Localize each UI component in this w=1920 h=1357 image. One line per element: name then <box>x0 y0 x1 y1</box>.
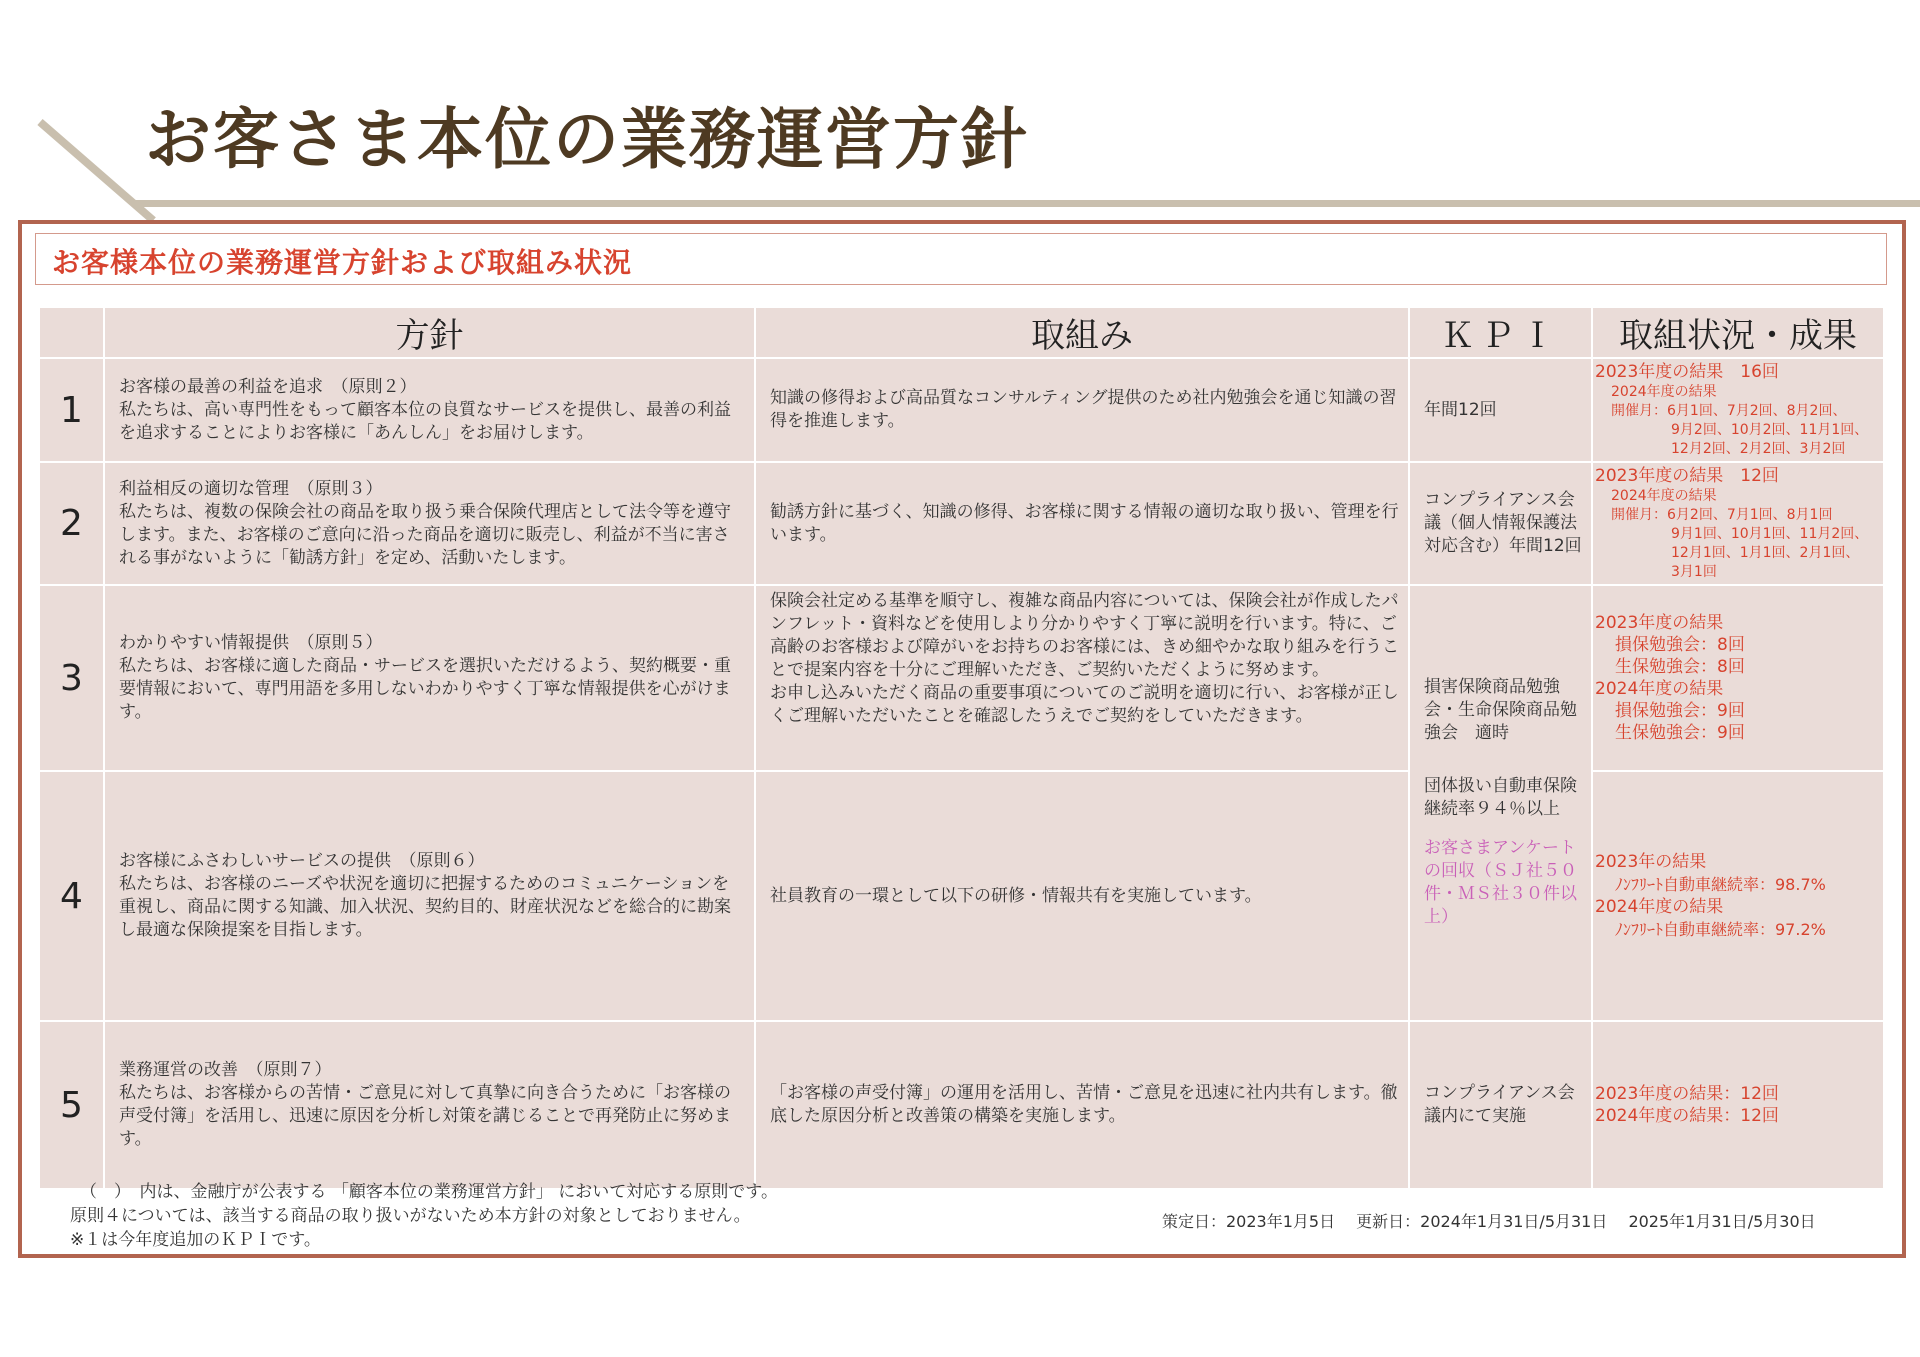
header-initiative: 取組み <box>755 307 1409 358</box>
policy-cell <box>104 771 755 1021</box>
header-policy: 方針 <box>104 307 755 358</box>
kpi-cell: 年間12回 <box>1409 358 1592 462</box>
result-line: 開催月：6月2回、7月1回、8月1回 <box>1611 507 1833 523</box>
kpi-text: 損害保険商品勉強会・生命保険商品勉強会 適時 <box>1424 677 1577 743</box>
policy-body: 私たちは、お客様に適した商品・サービスを選択いただけるよう、契約概要・重要情報において、専門用語を多用しないわかりやすく丁寧な情報提供を心がけます。 <box>119 656 731 722</box>
row-number: 5 <box>39 1021 104 1189</box>
result-line: 2023年度の結果 <box>1595 613 1724 633</box>
result-line: 損保勉強会：9回 <box>1615 701 1745 721</box>
result-line: 9月1回、10月1回、11月2回、 <box>1671 526 1869 542</box>
table-row <box>39 771 1884 1021</box>
row-number: 4 <box>39 771 104 1021</box>
title-decoration-slash <box>37 119 155 223</box>
result-line: ﾉﾝﾌﾘｰﾄ自動車継続率：98.7% <box>1615 875 1826 894</box>
row-number: 3 <box>39 585 104 771</box>
policy-cell <box>104 585 755 771</box>
policy-title: お客様の最善の利益を追求 （原則２） <box>119 376 417 397</box>
initiative-paragraph: 保険会社定める基準を順守し、複雑な商品内容については、保険会社が作成したパンフレット・資料などを使用しより分かりやすく丁寧に説明を行います。特に、ご高齢のお客様および障がいをお持ちのお客様には、きめ細やかな取り組みを行うことで提案内容を十分にご理解いただき、ご契約いただくように努めます。 <box>770 591 1399 680</box>
footnote: ※１は今年度追加のＫＰＩです。 <box>70 1230 321 1250</box>
policy-table <box>38 306 1885 1190</box>
result-cell <box>1592 585 1884 771</box>
result-line: ﾉﾝﾌﾘｰﾄ自動車継続率：97.2% <box>1615 920 1826 939</box>
footnote: 原則４については、該当する商品の取り扱いがないため本方針の対象としておりません。 <box>70 1206 751 1226</box>
row-number: 2 <box>39 462 104 585</box>
subtitle-box <box>35 233 1887 285</box>
result-line: 2023年度の結果 16回 <box>1595 362 1779 382</box>
kpi-text: 団体扱い自動車保険継続率９４％以上 <box>1424 776 1577 819</box>
policy-body: 私たちは、お客様からの苦情・ご意見に対して真摯に向き合うために「お客様の声受付簿」を活用し、迅速に原因を分析し対策を講じることで再発防止に努めます。 <box>119 1083 731 1149</box>
footnotes <box>70 1180 778 1252</box>
result-line: 2024年度の結果 <box>1595 679 1724 699</box>
policy-body: 私たちは、複数の保険会社の商品を取り扱う乗合保険代理店として法令等を遵守します。また、お客様のご意向に沿った商品を適切に販売し、利益が不当に害される事がないように「勧誘方針」を定め、活動いたします。 <box>119 501 731 568</box>
kpi-text-added: お客さまアンケートの回収（ＳＪ社５０件・ＭＳ社３０件以上） <box>1424 838 1577 927</box>
policy-cell <box>104 358 755 462</box>
result-line: 12月2回、2月2回、3月2回 <box>1671 441 1846 457</box>
result-line: 2024年度の結果：12回 <box>1595 1106 1779 1126</box>
initiative-cell: 勧誘方針に基づく、知識の修得、お客様に関する情報の適切な取り扱い、管理を行います。 <box>755 462 1409 585</box>
initiative-cell: 知識の修得および高品質なコンサルティング提供のため社内勉強会を通じ知識の習得を推進します。 <box>755 358 1409 462</box>
result-line: 2024年度の結果 <box>1595 897 1724 917</box>
result-line: 9月2回、10月2回、11月1回、 <box>1671 422 1869 438</box>
result-line: 2024年度の結果 <box>1611 384 1717 400</box>
result-line: 損保勉強会：8回 <box>1615 635 1745 655</box>
kpi-cell <box>1409 771 1592 1021</box>
section-subtitle: お客様本位の業務運営方針および取組み状況 <box>52 246 633 279</box>
kpi-cell: コンプライアンス会議内にて実施 <box>1409 1021 1592 1189</box>
initiative-cell <box>755 585 1409 771</box>
result-line: 2023年度の結果：12回 <box>1595 1084 1779 1104</box>
result-line: 12月1回、1月1回、2月1回、 <box>1671 545 1860 561</box>
row-number: 1 <box>39 358 104 462</box>
policy-title: 業務運営の改善 （原則７） <box>119 1060 332 1080</box>
initiative-cell: 「お客様の声受付簿」の運用を活用し、苦情・ご意見を迅速に社内共有します。徹底した原因分析と改善策の構築を実施します。 <box>755 1021 1409 1189</box>
header-result: 取組状況・成果 <box>1592 307 1884 358</box>
result-line: 開催月：6月1回、7月2回、8月2回、 <box>1611 403 1847 419</box>
table-row <box>39 462 1884 585</box>
result-cell <box>1592 1021 1884 1189</box>
policy-title: お客様にふさわしいサービスの提供 （原則６） <box>119 851 485 871</box>
initiative-cell: 社員教育の一環として以下の研修・情報共有を実施しています。 <box>755 771 1409 1021</box>
result-cell <box>1592 462 1884 585</box>
result-cell <box>1592 771 1884 1021</box>
initiative-paragraph: お申し込みいただく商品の重要事項についてのご説明を適切に行い、お客様が正しくご理解いただいたことを確認したうえでご契約をしていただきます。 <box>770 683 1399 726</box>
policy-title: 利益相反の適切な管理 （原則３） <box>119 478 383 499</box>
result-line: 2024年度の結果 <box>1611 488 1717 504</box>
kpi-cell: コンプライアンス会議（個人情報保護法対応含む）年間12回 <box>1409 462 1592 585</box>
table-row <box>39 358 1884 462</box>
result-line: 2023年度の結果 12回 <box>1595 466 1779 486</box>
result-line: 3月1回 <box>1671 564 1717 580</box>
kpi-cell <box>1409 585 1592 771</box>
result-cell <box>1592 358 1884 462</box>
page-title: お客さま本位の業務運営方針 <box>145 101 1029 178</box>
revision-dates: 策定日：2023年1月5日 更新日：2024年1月31日/5月31日 2025年1月31日/5月30日 <box>1162 1212 1816 1231</box>
table-row <box>39 1021 1884 1189</box>
policy-cell <box>104 462 755 585</box>
header-kpi: ＫＰＩ <box>1409 307 1592 358</box>
policy-cell <box>104 1021 755 1189</box>
result-line: 2023年の結果 <box>1595 852 1707 872</box>
table-header-row <box>39 307 1884 358</box>
title-underline <box>135 200 1920 207</box>
result-line: 生保勉強会：9回 <box>1615 723 1745 743</box>
result-line: 生保勉強会：8回 <box>1615 657 1745 677</box>
table-row <box>39 585 1884 771</box>
policy-title: わかりやすい情報提供 （原則５） <box>119 633 383 653</box>
policy-body: 私たちは、高い専門性をもって顧客本位の良質なサービスを提供し、最善の利益を追求することによりお客様に「あんしん」をお届けします。 <box>119 399 731 443</box>
policy-body: 私たちは、お客様のニーズや状況を適切に把握するためのコミュニケーションを重視し、商品に関する知識、加入状況、契約目的、財産状況などを総合的に勘案し最適な保険提案を目指します。 <box>119 874 731 940</box>
footnote: （ ） 内は、金融庁が公表する 「顧客本位の業務運営方針」 において対応する原則です。 <box>80 1182 778 1202</box>
header-num <box>39 307 104 358</box>
